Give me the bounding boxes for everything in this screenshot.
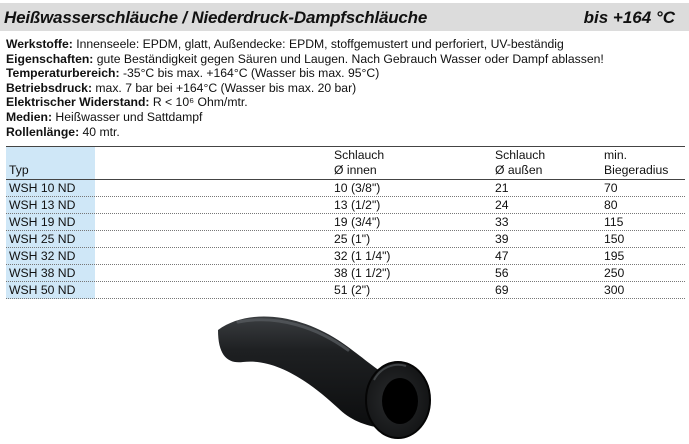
cell-inner: 13 (1/2") bbox=[334, 198, 381, 212]
title-bar bbox=[0, 3, 689, 31]
spec-label: Werkstoffe: bbox=[6, 37, 73, 51]
spec-label: Temperaturbereich: bbox=[6, 66, 120, 81]
cell-type: WSH 25 ND bbox=[9, 232, 76, 246]
spec-value: Innenseele: EPDM, glatt, Außendecke: EPDM, stoffgemustert und perforiert, UV-beständig bbox=[72, 37, 564, 51]
cell-outer: 56 bbox=[495, 266, 509, 280]
header-outer-1: Schlauch bbox=[495, 148, 546, 162]
cell-outer: 24 bbox=[495, 198, 509, 212]
cell-radius: 70 bbox=[604, 181, 618, 195]
spec-media bbox=[6, 110, 686, 125]
cell-outer: 47 bbox=[495, 249, 509, 263]
table-row bbox=[6, 231, 685, 248]
header-radius-2: Biegeradius bbox=[604, 163, 669, 177]
hose-product-image bbox=[208, 300, 468, 440]
cell-radius: 250 bbox=[604, 266, 625, 280]
header-outer-2: Ø außen bbox=[495, 163, 543, 177]
cell-radius: 300 bbox=[604, 283, 625, 297]
spec-value: 40 mtr. bbox=[79, 124, 120, 139]
cell-type: WSH 38 ND bbox=[9, 266, 76, 280]
cell-radius: 115 bbox=[604, 215, 624, 229]
cell-radius: 80 bbox=[604, 198, 618, 212]
spec-materials bbox=[6, 37, 686, 52]
cell-inner: 25 (1") bbox=[334, 232, 371, 246]
spec-value: gute Beständigkeit gegen Säuren und Laugen. Nach Gebrauch Wasser oder Dampf ablassen! bbox=[93, 51, 604, 66]
spec-roll-length bbox=[6, 125, 686, 140]
cell-outer: 39 bbox=[495, 232, 509, 246]
header-inner-1: Schlauch bbox=[334, 148, 385, 162]
table-row bbox=[6, 282, 685, 299]
spec-label: Eigenschaften: bbox=[6, 51, 94, 66]
cell-type: WSH 50 ND bbox=[9, 283, 76, 297]
spec-label: Medien: bbox=[6, 109, 53, 124]
cell-outer: 21 bbox=[495, 181, 509, 195]
cell-type: WSH 32 ND bbox=[9, 249, 76, 263]
cell-type: WSH 19 ND bbox=[9, 215, 76, 229]
spec-value: R < 10⁶ Ohm/mtr. bbox=[149, 95, 248, 110]
table-row bbox=[6, 180, 685, 197]
header-inner-2: Ø innen bbox=[334, 163, 377, 177]
spec-value: Heißwasser und Sattdampf bbox=[52, 109, 203, 124]
cell-outer: 69 bbox=[495, 283, 509, 297]
table-row bbox=[6, 265, 685, 282]
cell-radius: 195 bbox=[604, 249, 625, 263]
header-type: Typ bbox=[9, 163, 29, 177]
cell-radius: 150 bbox=[604, 232, 625, 246]
page-title: Heißwasserschläuche / Niederdruck-Dampfschläuche bbox=[4, 8, 428, 27]
cell-type: WSH 13 ND bbox=[9, 198, 76, 212]
spec-temperature bbox=[6, 66, 686, 81]
cell-inner: 51 (2") bbox=[334, 283, 371, 297]
table-row bbox=[6, 214, 685, 231]
table-row bbox=[6, 248, 685, 265]
header-radius-1: min. bbox=[604, 148, 628, 162]
temperature-badge: bis +164 °C bbox=[583, 8, 675, 27]
spec-label: Betriebsdruck: bbox=[6, 80, 93, 95]
spec-label: Elektrischer Widerstand: bbox=[6, 95, 150, 110]
cell-inner: 32 (1 1/4") bbox=[334, 249, 391, 263]
cell-inner: 38 (1 1/2") bbox=[334, 266, 391, 280]
cell-inner: 19 (3/4") bbox=[334, 215, 381, 229]
spec-resistance bbox=[6, 95, 686, 110]
cell-inner: 10 (3/8") bbox=[334, 181, 381, 195]
cell-outer: 33 bbox=[495, 215, 509, 229]
table-header bbox=[6, 147, 685, 180]
spec-pressure bbox=[6, 81, 686, 96]
specifications bbox=[6, 37, 686, 139]
spec-label: Rollenlänge: bbox=[6, 124, 80, 139]
table-row bbox=[6, 197, 685, 214]
spec-value: -35°C bis max. +164°C (Wasser bis max. 95°C) bbox=[119, 66, 380, 81]
spec-value: max. 7 bar bei +164°C (Wasser bis max. 20 bar) bbox=[92, 80, 357, 95]
cell-type: WSH 10 ND bbox=[9, 181, 76, 195]
spec-properties bbox=[6, 52, 686, 67]
